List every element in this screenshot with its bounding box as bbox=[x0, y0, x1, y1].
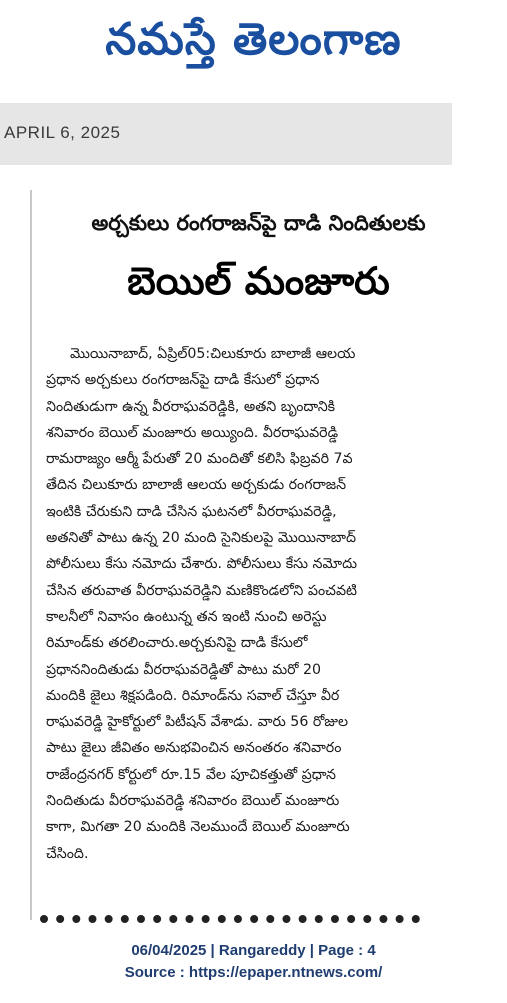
newspaper-masthead bbox=[0, 0, 507, 90]
edition-date: APRIL 6, 2025 bbox=[4, 123, 121, 142]
news-clipping bbox=[40, 196, 477, 922]
footer-edition-info: 06/04/2025 | Rangareddy | Page : 4 bbox=[131, 942, 376, 959]
article-line: రామరాజ్యం ఆర్మీ పేరుతో 20 మందితో కలిసి ఫిబ్రవరి 7వ bbox=[46, 451, 353, 468]
article-line: నిందితుడుగా ఉన్న వీరరాఘవరెడ్డికి, అతని బృందానికి bbox=[46, 398, 336, 415]
article-line: మందికి జైలు శిక్షపడింది. రిమాండ్‌ను సవాల్ చేస్తూ వీర bbox=[46, 687, 340, 704]
article-headline: బెయిల్ మంజూరు bbox=[127, 259, 390, 303]
masthead-title: నమస్తే తెలంగాణ bbox=[105, 14, 402, 65]
article-line: కాగా, మిగతా 20 మందికి నెలముందే బెయిల్ మంజూరు bbox=[46, 819, 350, 836]
article-line: రాజేంద్రనగర్ కోర్టులో రూ.15 వేల పూచికత్తుతో ప్రధాన bbox=[46, 766, 336, 783]
article-line: ప్రధాననిందితుడు వీరరాఘవరెడ్డితో పాటు మరో 20 bbox=[46, 661, 322, 678]
article-line: తేదిన చిలుకూరు బాలాజీ ఆలయ అర్చకుడు రంగరాజన్ bbox=[46, 477, 347, 494]
article-line: చేసింది. bbox=[46, 845, 89, 862]
next-article-cutoff bbox=[40, 915, 420, 937]
article-line: పోలీసులు కేసు నమోదు చేశారు. పోలీసులు కేసు నమోదు bbox=[46, 556, 357, 573]
article-line: ఇంటికి చేరుకుని దాడి చేసిన ఘటనలో వీరరాఘవరెడ్డి, bbox=[46, 503, 337, 520]
article-line: అతనితో పాటు ఉన్న 20 మంది సైనికులపై మొయినాబాద్ bbox=[46, 530, 357, 547]
article-line: నిందితుడు వీరరాఘవరెడ్డి శనివారం బెయిల్ మంజూరు bbox=[46, 793, 340, 810]
article-line: రాఘవరెడ్డి హైకోర్టులో పిటీషన్ వేశాడు. వారు 56 రోజుల bbox=[46, 714, 349, 731]
article-line: ప్రధాన అర్చకులు రంగరాజన్‌పై దాడి కేసులో ప్రధాన bbox=[46, 372, 320, 389]
footer-source-link[interactable]: Source : https://epaper.ntnews.com/ bbox=[124, 964, 383, 981]
article-line: పాటు జైలు జీవితం అనుభవించిన అనంతరం శనివారం bbox=[46, 740, 342, 757]
article-kicker: అర్చకులు రంగరాజన్‌పై దాడి నిందితులకు bbox=[91, 211, 426, 235]
article-line: మొయినాబాద్, ఏప్రిల్05:చిలుకూరు బాలాజీ ఆలయ bbox=[70, 346, 356, 362]
article-line: కాలనీలో నివాసం ఉంటున్న తన ఇంటి నుంచి అరెస్టు bbox=[46, 608, 327, 625]
column-divider bbox=[30, 190, 32, 920]
source-footer bbox=[0, 940, 507, 984]
article-line: చేసిన తరువాత వీరరాఘవరెడ్డిని మణికొండలోని పంచవటి bbox=[46, 582, 357, 599]
article-line: శనివారం బెయిల్ మంజూరు అయ్యింది. వీరరాఘవరెడ్డి bbox=[46, 424, 339, 441]
article-line: రిమాండ్‌కు తరలించారు.అర్చకునిపై దాడి కేసులో bbox=[46, 635, 308, 652]
date-band bbox=[0, 103, 452, 165]
article-body bbox=[46, 341, 460, 867]
